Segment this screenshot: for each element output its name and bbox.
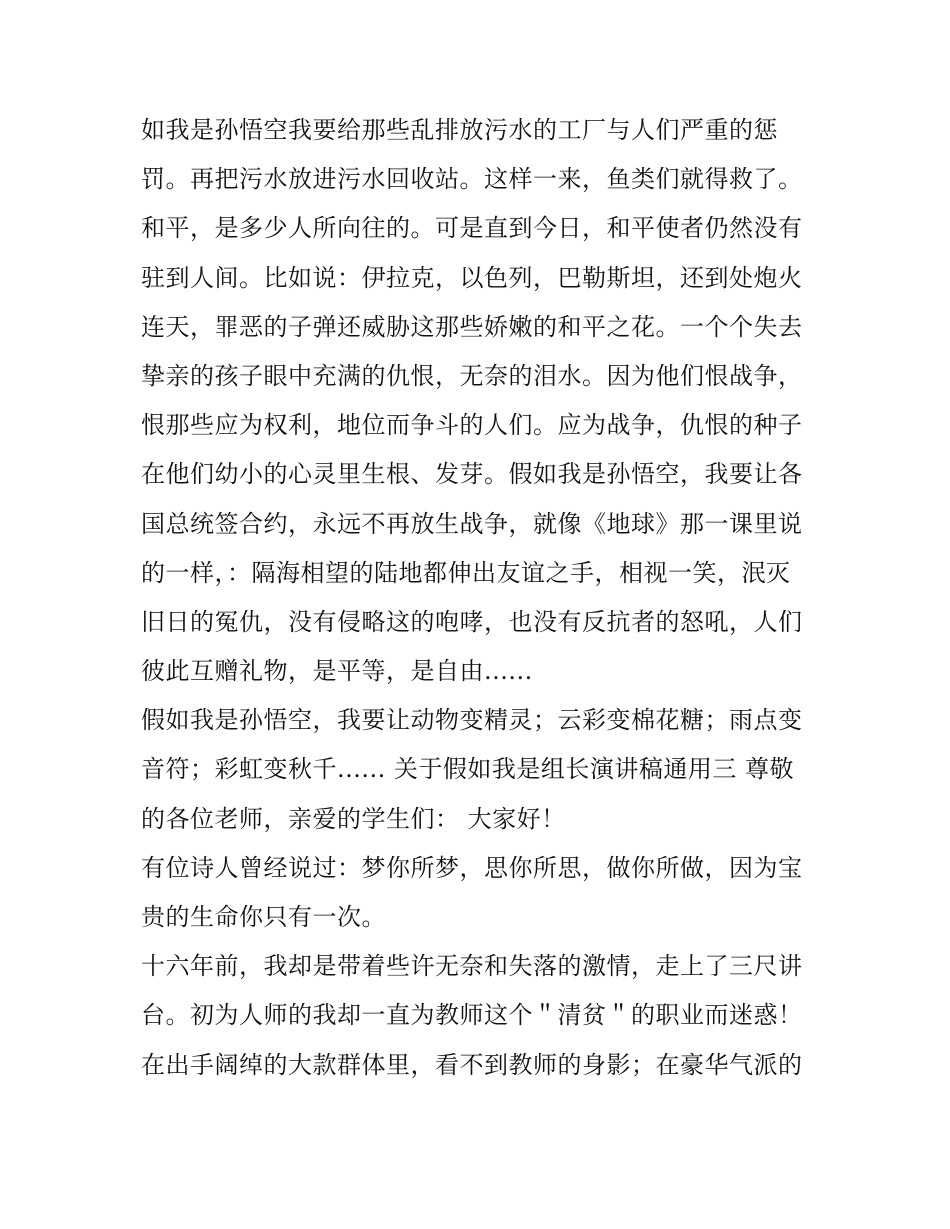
text-line: 如我是孙悟空我要给那些乱排放污水的工厂与人们严重的惩 bbox=[141, 116, 778, 144]
text-line: 贵的生命你只有一次。 bbox=[141, 903, 386, 931]
text-line: 十六年前，我却是带着些许无奈和失落的激情，走上了三尺讲 bbox=[141, 952, 803, 981]
text-line: 和平，是多少人所向往的。可是直到今日，和平使者仍然没有 bbox=[141, 214, 803, 243]
text-line: 挚亲的孩子眼中充满的仇恨，无奈的泪水。因为他们恨战争， bbox=[141, 361, 803, 390]
text-line: 恨那些应为权利，地位而争斗的人们。应为战争，仇恨的种子 bbox=[141, 411, 803, 440]
text-line: 罚。再把污水放进污水回收站。这样一来，鱼类们就得救了。 bbox=[141, 165, 803, 194]
text-line: 在出手阔绰的大款群体里，看不到教师的身影；在豪华气派的 bbox=[141, 1050, 803, 1079]
text-line: 彼此互赠礼物，是平等，是自由...... bbox=[141, 657, 533, 686]
text-line: 旧日的冤仇，没有侵略这的咆哮，也没有反抗者的怒吼，人们 bbox=[141, 607, 803, 636]
text-line: 有位诗人曾经说过：梦你所梦，思你所思，做你所做，因为宝 bbox=[141, 853, 803, 882]
text-line: 台。初为人师的我却一直为教师这个＂清贫＂的职业而迷惑！ bbox=[141, 1001, 803, 1030]
text-line: 连天，罪恶的子弹还威胁这那些娇嫩的和平之花。一个个失去 bbox=[141, 312, 803, 341]
text-line: 的各位老师，亲爱的学生们： 大家好！ bbox=[141, 804, 566, 833]
text-line: 驻到人间。比如说：伊拉克，以色列，巴勒斯坦，还到处炮火 bbox=[141, 263, 803, 292]
text-line: 音符；彩虹变秋千...... 关于假如我是组长演讲稿通用三 尊敬 bbox=[141, 755, 795, 784]
text-line: 国总统签合约，永远不再放生战争，就像《地球》那一课里说 bbox=[141, 509, 803, 538]
text-line: 假如我是孙悟空，我要让动物变精灵；云彩变棉花糖；雨点变 bbox=[141, 706, 803, 735]
text-line: 的一样，：隔海相望的陆地都伸出友谊之手，相视一笑，泯灭 bbox=[141, 558, 791, 587]
text-line: 在他们幼小的心灵里生根、发芽。假如我是孙悟空，我要让各 bbox=[141, 460, 803, 489]
document-body-text bbox=[141, 106, 821, 1090]
